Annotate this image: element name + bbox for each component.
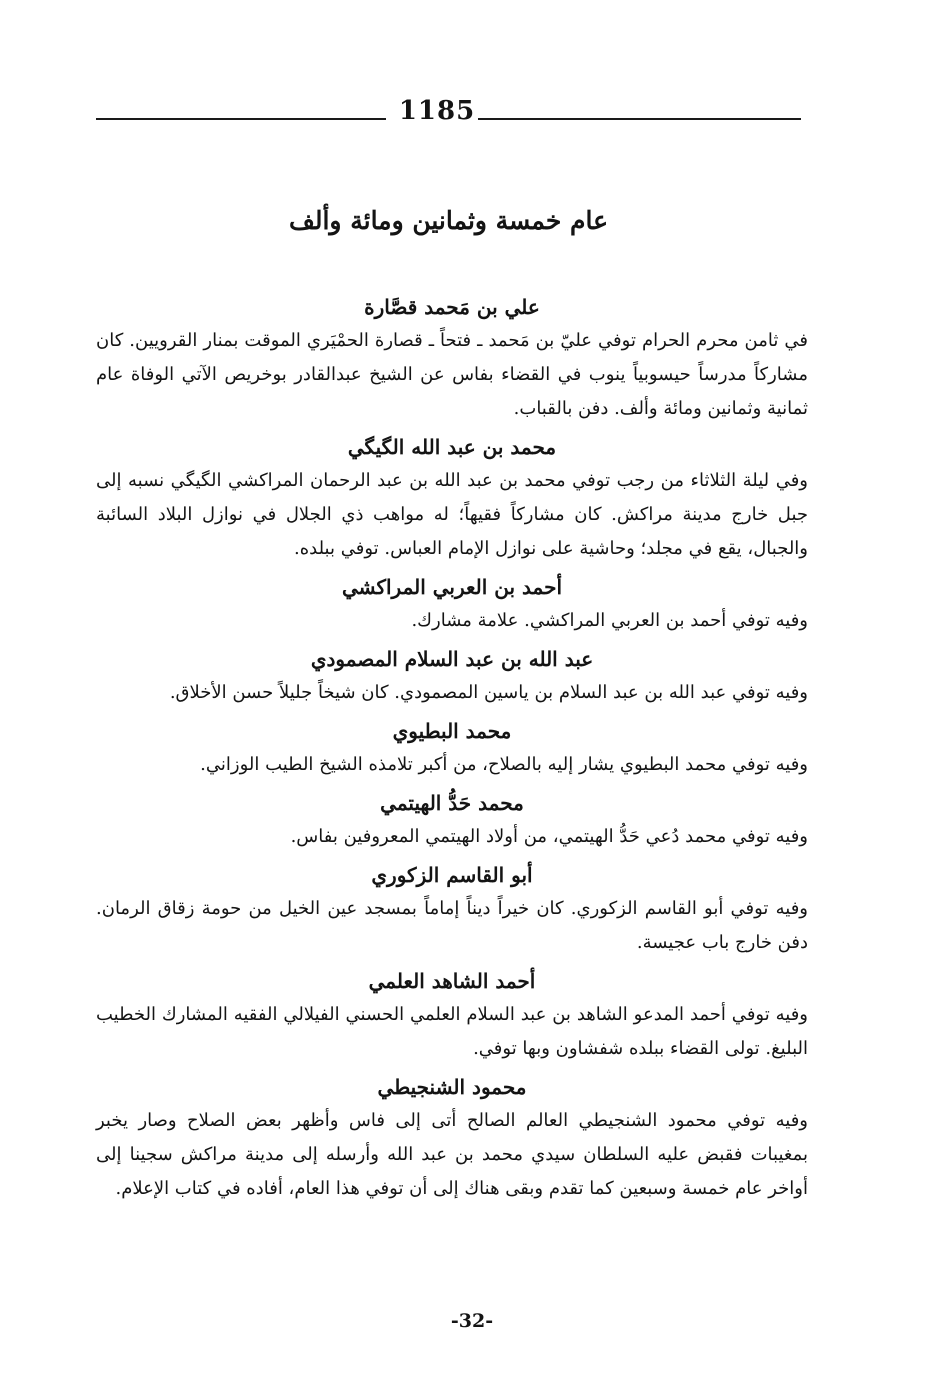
entry-text: وفيه توفي أبو القاسم الزكوري. كان خيراً ديناً إماماً بمسجد عين الخيل من حومة زقاق الرمان. دفن خارج باب عجيسة.: [96, 898, 808, 953]
biography-entries: [96, 288, 808, 1210]
entry-name: أحمد بن العربي المراكشي: [341, 575, 563, 599]
entry-name: محمد البطيوي: [392, 719, 512, 743]
entry-name: محمد حَدُّ الهيتمي: [380, 791, 524, 815]
entry-name: أحمد الشاهد العلمي: [368, 969, 536, 993]
entry-text: وفيه توفي أحمد بن العربي المراكشي. علامة مشارك.: [411, 610, 808, 631]
entry-name: محمد بن عبد الله الگيگي: [347, 435, 557, 459]
page-number: -32-: [450, 1310, 494, 1332]
year-title: عام خمسة وثمانين ومائة وألف: [288, 206, 609, 235]
entry-text: وفيه توفي محمد البطيوي يشار إليه بالصلاح، من أكبر تلامذه الشيخ الطيب الوزاني.: [200, 754, 808, 775]
year-number: 1185: [398, 96, 476, 126]
header-rule-right: [478, 118, 801, 120]
header-rule-left: [96, 118, 386, 120]
entry-text: وفيه توفي محمود الشنجيطي العالم الصالح أتى إلى فاس وأظهر بعض الصلاح وصار يخبر بمغيبات فقبض عليه السلطان سيدي محمد بن عبد الله وأرسله إلى مدينة مراكش سجينا إلى أواخر عام خمسة وسبعين كما تقدم وبقى هناك إلى أن توفي هذا العام، أفاده في كتاب الإعلام.: [96, 1110, 808, 1199]
entry-name: علي بن مَحمد قصَّارة: [364, 295, 540, 319]
year-header: [96, 96, 801, 136]
entry-text: وفيه توفي عبد الله بن عبد السلام بن ياسين المصمودي. كان شيخاً جليلاً حسن الأخلاق.: [169, 682, 808, 703]
entry-text: وفيه توفي محمد دُعي حَدُّ الهيتمي، من أولاد الهيتمي المعروفين بفاس.: [290, 826, 808, 847]
entry-name: أبو القاسم الزكوري: [371, 863, 533, 887]
entry-text: في ثامن محرم الحرام توفي عليّ بن مَحمد ـ فتحاً ـ قصارة الحمْيَري الموقت بمنار القرويين. كان مشاركاً مدرساً حيسوبياً ينوب في القضاء بفاس عن الشيخ عبدالقادر بوخريص الآتي الوفاة عام ثمانية وثمانين ومائة وألف. دفن بالقباب.: [96, 330, 808, 419]
entry-name: محمود الشنجيطي: [377, 1075, 527, 1099]
entry-text: وفيه توفي أحمد المدعو الشاهد بن عبد السلام العلمي الحسني الفيلالي الفقيه المشارك الخطيب البليغ. تولى القضاء ببلده شفشاون وبها توفي.: [96, 1004, 808, 1059]
entry-name: عبد الله بن عبد السلام المصمودي: [310, 647, 594, 671]
entry-text: وفي ليلة الثلاثاء من رجب توفي محمد بن عبد الله بن عبد الرحمان المراكشي الگيگي نسبه إلى جبل خارج مدينة مراكش. كان مشاركاً فقيهاً؛ له مواهب ذي الجلال في نوازل البلاد السائبة والجبال، يقع في مجلد؛ وحاشية على نوازل الإمام العباس. توفي ببلده.: [96, 470, 808, 559]
